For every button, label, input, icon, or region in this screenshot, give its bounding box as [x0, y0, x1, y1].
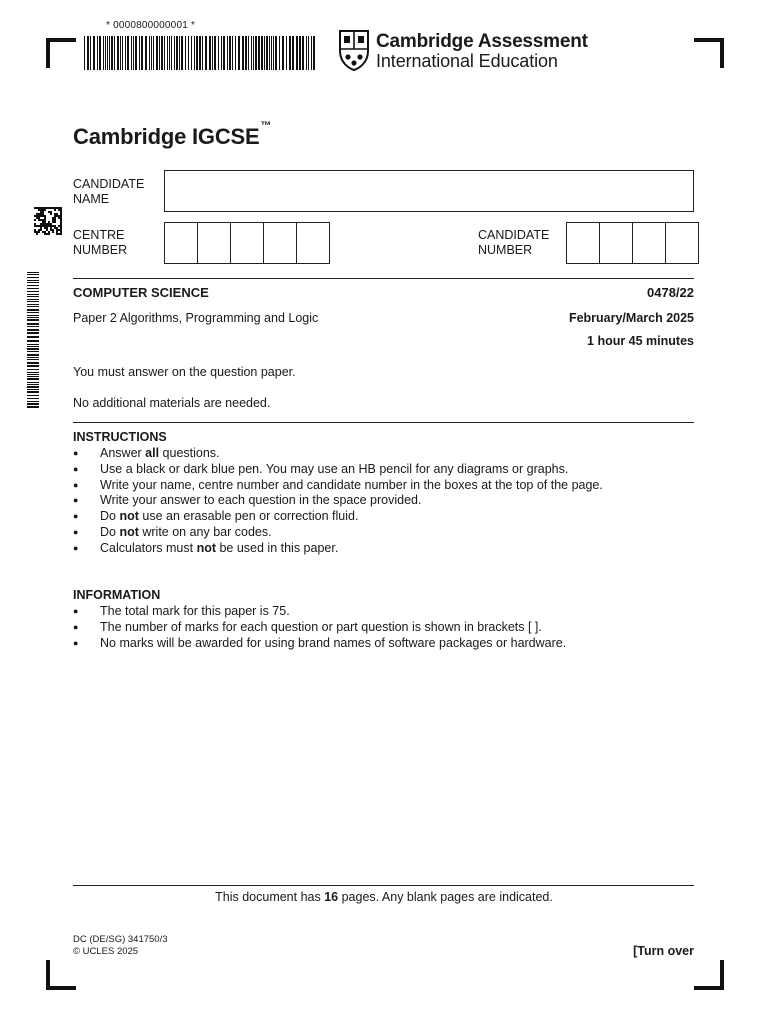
centre-number-digit-box[interactable]: [165, 223, 198, 263]
divider-rule: [73, 422, 694, 423]
logo-line-2: International Education: [376, 51, 558, 71]
corner-mark-top-left: [46, 38, 76, 68]
page-count: 16: [324, 890, 339, 904]
list-item: ● Answer all questions.: [73, 446, 603, 462]
top-barcode: [84, 36, 316, 70]
exam-session: February/March 2025: [568, 311, 694, 325]
note-materials: No additional materials are needed.: [73, 396, 271, 410]
list-item: ● Write your name, centre number and candidate number in the boxes at the top of the page.: [73, 478, 603, 494]
candidate-number-digit-box[interactable]: [567, 223, 600, 263]
list-item: ● No marks will be awarded for using brand names of software packages or hardware.: [73, 636, 566, 652]
instructions-heading: INSTRUCTIONS: [73, 430, 167, 444]
list-item: ● The total mark for this paper is 75.: [73, 604, 566, 620]
list-item: ● Do not write on any bar codes.: [73, 525, 603, 541]
paper-title: Paper 2 Algorithms, Programming and Logic: [73, 311, 319, 325]
list-item: ● Write your answer to each question in the space provided.: [73, 493, 603, 509]
candidate-number-digit-box[interactable]: [600, 223, 633, 263]
centre-number-digit-box[interactable]: [264, 223, 297, 263]
barcode-number: * 0000800000001 *: [106, 20, 196, 31]
centre-number-digit-box[interactable]: [231, 223, 264, 263]
information-list: [73, 604, 566, 651]
centre-number-digit-box[interactable]: [198, 223, 231, 263]
list-item: ● Calculators must not be used in this paper.: [73, 541, 603, 557]
candidate-number-digit-box[interactable]: [666, 223, 698, 263]
candidate-name-field[interactable]: [164, 170, 694, 212]
side-barcode: [27, 272, 39, 410]
candidate-name-label: CANDIDATE NAME: [73, 177, 145, 206]
university-crest-icon: [338, 29, 370, 71]
trademark-symbol: ™: [260, 120, 272, 132]
list-item: ● The number of marks for each question or part question is shown in brackets [ ].: [73, 620, 566, 636]
information-heading: INFORMATION: [73, 588, 161, 602]
corner-mark-top-right: [694, 38, 724, 68]
turn-over-note: [Turn over: [633, 944, 694, 958]
divider-rule: [73, 278, 694, 279]
note-answer-on-paper: You must answer on the question paper.: [73, 365, 296, 379]
footer-rule: [73, 885, 694, 886]
document-code: DC (DE/SG) 341750/3: [73, 934, 168, 945]
list-item: ● Use a black or dark blue pen. You may use an HB pencil for any diagrams or graphs.: [73, 462, 603, 478]
candidate-number-field[interactable]: [566, 222, 699, 264]
centre-number-label: CENTRE NUMBER: [73, 228, 128, 257]
page-title-text: Cambridge IGCSE: [73, 124, 260, 149]
paper-code: 0478/22: [647, 285, 694, 300]
instructions-list: [73, 446, 603, 557]
corner-mark-bottom-right: [694, 960, 724, 990]
qr-code-icon: [34, 207, 62, 235]
centre-number-digit-box[interactable]: [297, 223, 329, 263]
subject-name: COMPUTER SCIENCE: [73, 285, 209, 300]
candidate-number-digit-box[interactable]: [633, 223, 666, 263]
document-reference: [73, 934, 168, 958]
logo-line-1: Cambridge Assessment: [376, 31, 588, 52]
candidate-number-label: CANDIDATE NUMBER: [478, 228, 550, 257]
page-title: [73, 120, 272, 150]
centre-number-field[interactable]: [164, 222, 330, 264]
copyright-notice: © UCLES 2025: [73, 946, 139, 957]
exam-duration: 1 hour 45 minutes: [587, 334, 694, 348]
corner-mark-bottom-left: [46, 960, 76, 990]
page-count-note: This document has 16 pages. Any blank pages are indicated.: [215, 890, 553, 904]
list-item: ● Do not use an erasable pen or correction fluid.: [73, 509, 603, 525]
